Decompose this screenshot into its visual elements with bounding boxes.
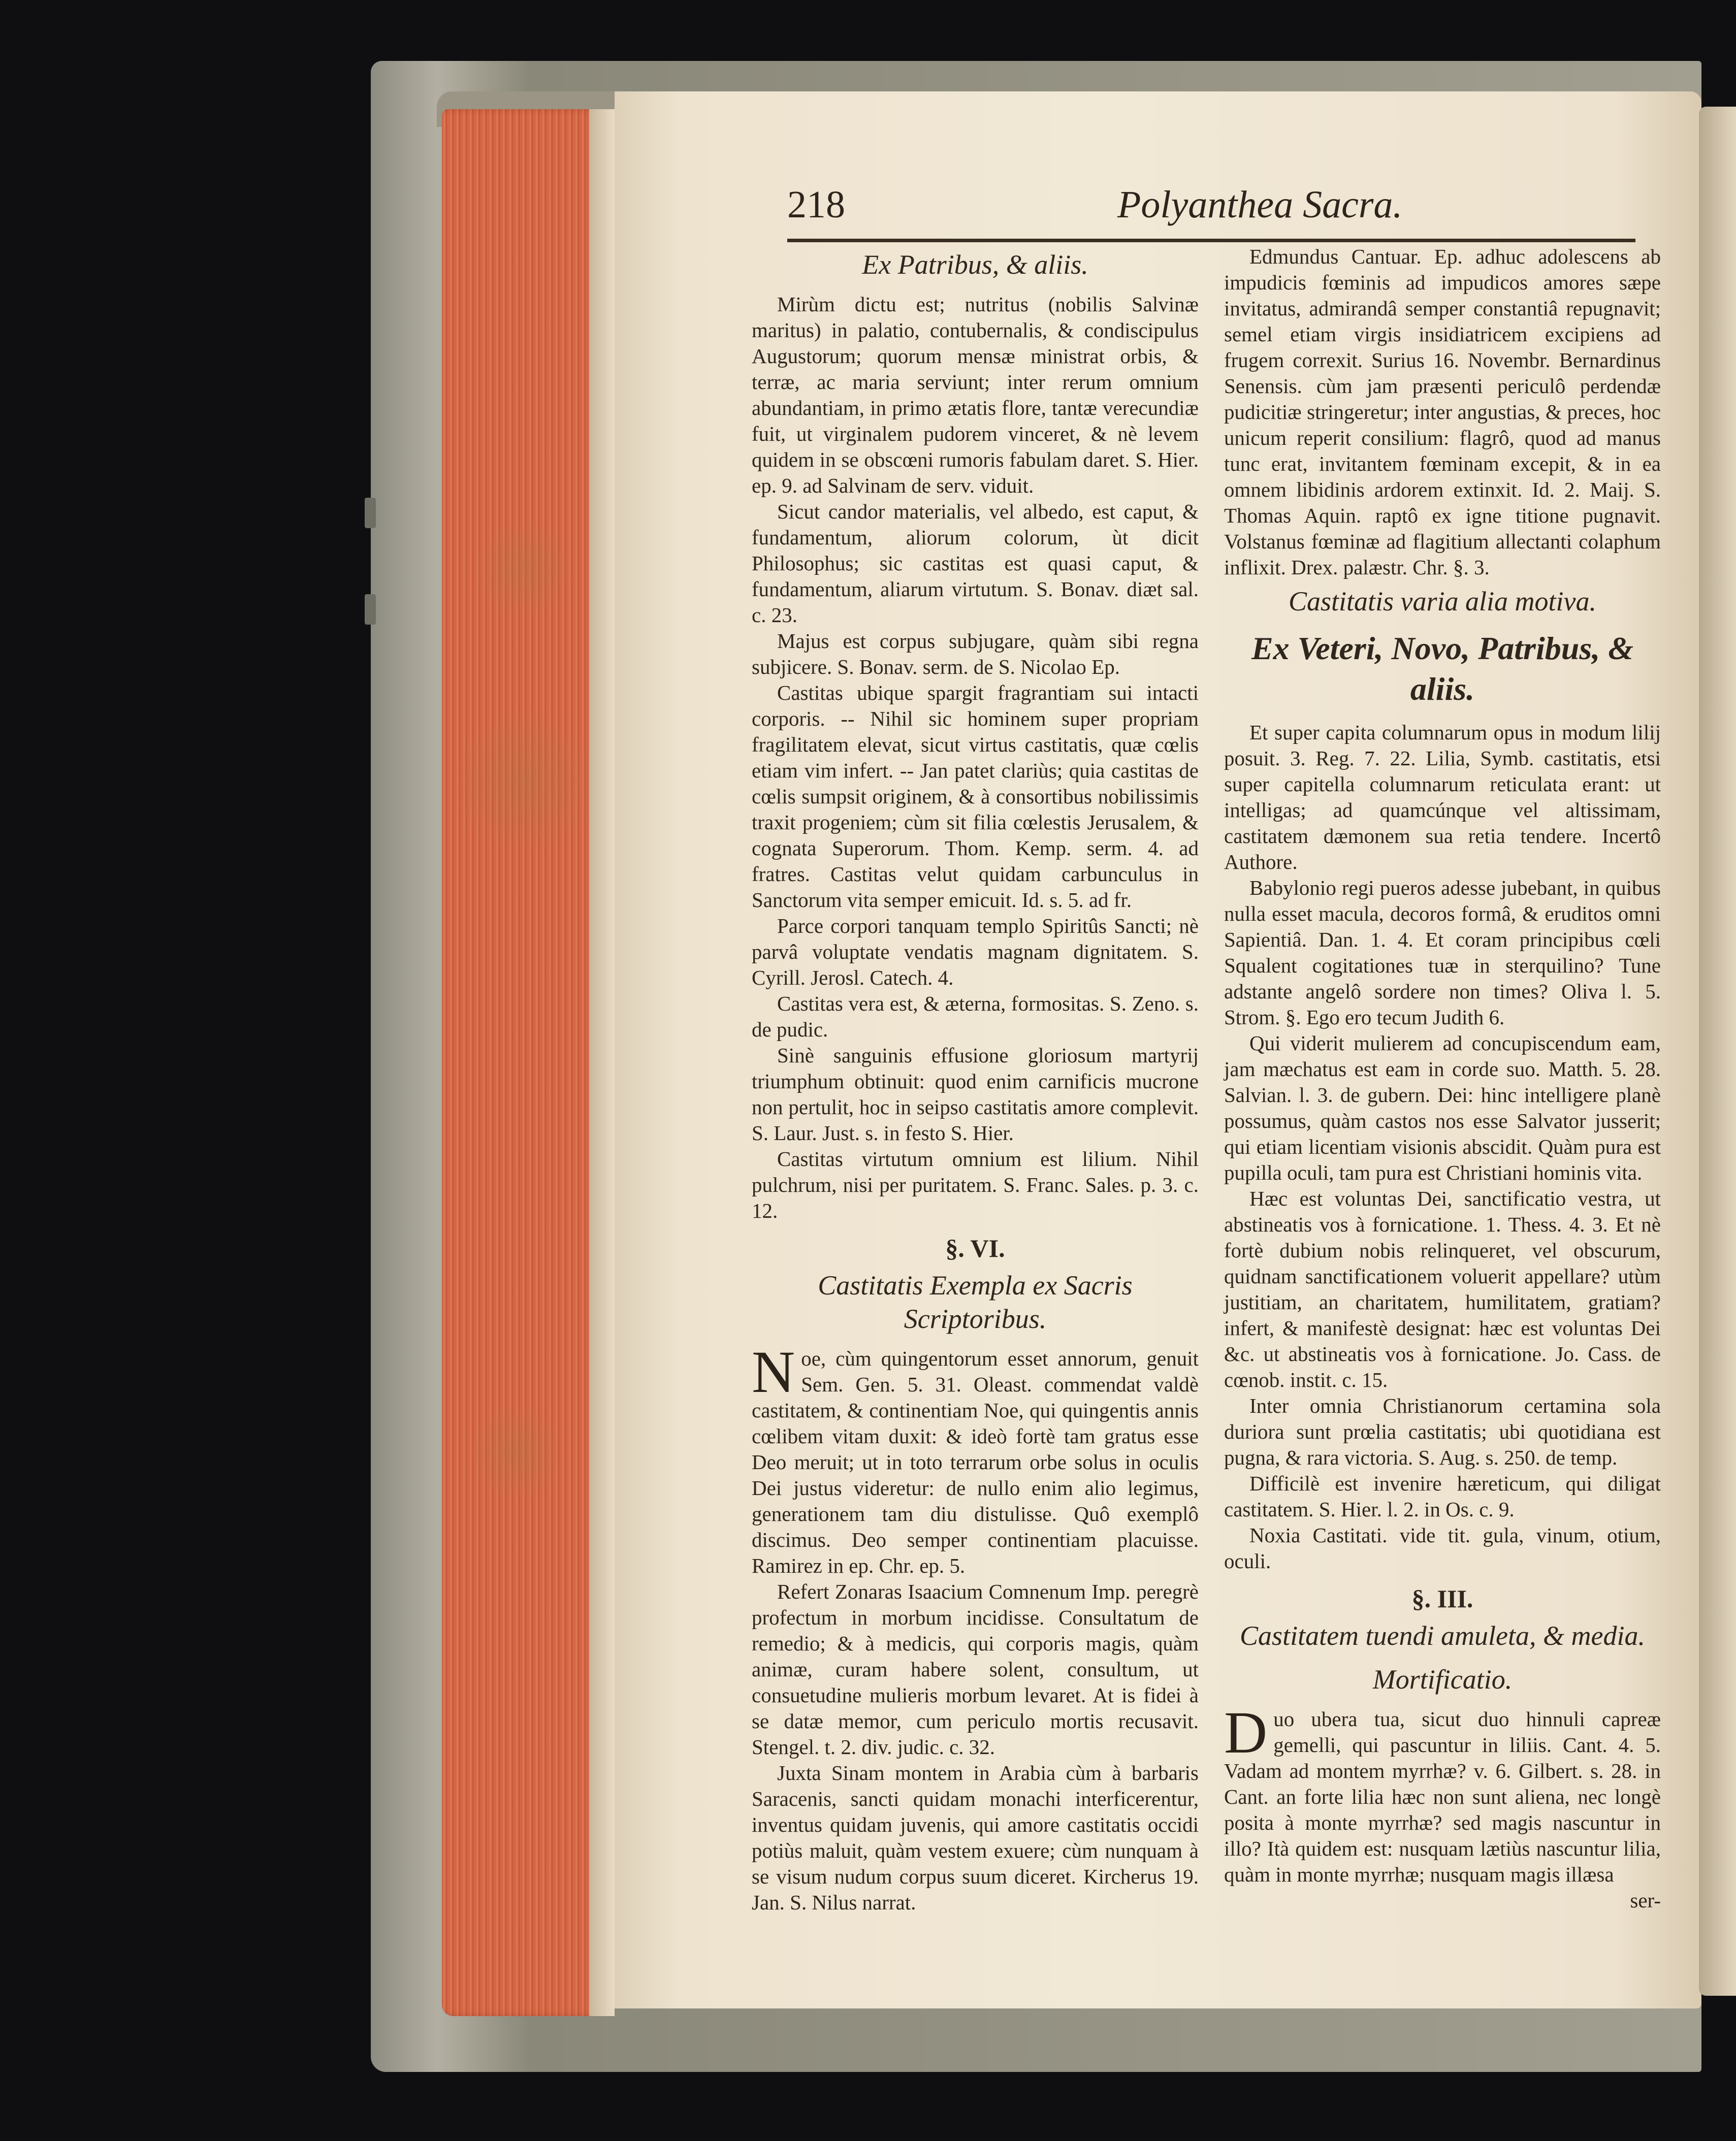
right-paragraph: Et super capita columnarum opus in modum lilij posuit. 3. Reg. 7. 22. Lilia, Symb. castitatis, etsi super capitella columnarum reticulata erant: ut intelligas; ad quamcúnque vel altissimam, castitatem dæmonem sua retia tendere. Incertô Authore. [1224, 721, 1661, 873]
left-paragraph: Castitas ubique spargit fragrantiam sui intacti corporis. -- Nihil sic hominem super propriam fragilitatem elevat, sicut virtus castitatis, quæ cœlis etiam vim infert. -- Jan patet clariùs; quia castitas de cœlis sumpsit originem, & à consortibus nobilissimis traxit progeniem; cùm sit filia cœlestis Jerusalem, & cognata Superorum. Thom. Kemp. serm. 4. ad fratres. Castitas velut quidam carbunculus in Sanctorum vita semper emicuit. Id. s. 5. ad fr. [752, 681, 1199, 912]
drop-cap: D [1224, 1699, 1268, 1766]
stain [472, 1397, 559, 1508]
right-paragraph: Difficilè est invenire hæreticum, qui diligat castitatem. S. Hier. l. 2. in Os. c. 9. [1224, 1472, 1661, 1521]
mortificatio-paragraph [1224, 1699, 1661, 1888]
exempla-paragraph: Refert Zonaras Isaacium Comnenum Imp. peregrè profectum in morbum incidisse. Consultatum de remedio; & à medicis, qui corporis magis, quàm animæ, curam habere solent, consultum, ut consuetudine mulieris morbum levaret. At is fidei à se datæ memor, cum periculo mortis recusavit. Stengel. t. 2. div. judic. c. 32. [752, 1580, 1199, 1759]
right-first-paragraph: Edmundus Cantuar. Ep. adhuc adolescens ab impudicis fœminis ad impudicos amores sæpe invitatus, admirandâ semper constantiâ repugnavit; semel etiam virgis insidiatricem excipiens ad frugem correxit. Surius 16. Novembr. Bernardinus Senensis. cùm jam præsenti periculô perdendæ pudicitiæ stringeretur; inter angustias, & preces, hoc unicum reperit consilium: flagrô, quod ad manus tunc erat, invitantem fœminam excepit, & in ea omnem libidinis ardorem extinxit. Id. 2. Maij. S. Thomas Aquin. raptô ex igne titione pugnavit. Volstanus fœminæ ad flagitium allectanti colaphum inflixit. Drex. palæstr. Chr. §. 3. [1224, 245, 1661, 579]
exempla-first-text: oe, cùm quingentorum esset annorum, genuit Sem. Gen. 5. 31. Oleast. commendat valdè castitatem, & continentiam Noe, qui quingentis annis cœlibem vitam duxit: & ideò fortè tam gratus esse Deo meruit; ut in toto terrarum orbe solus in oculis Dei justus videretur: de nullo enim alio legimus, generationem tam diu distulisse. Quô exemplô discimus. Deo semper continentiam placuisse. Ramirez in ep. Chr. ep. 5. [752, 1347, 1199, 1577]
mortificatio-text: uo ubera tua, sicut duo hinnuli capreæ gemelli, qui pascuntur in liliis. Cant. 4. 5. Vadam ad montem myrrhæ? v. 6. Gilbert. s. 28. in Cant. an forte lilia hæc non sunt aliena, nec longè posita à monte myrrhæ? sed magis nascuntur in illo? Ità quidem est: nusquam lætiùs nascuntur lilia, quàm in monte myrrhæ; nusquam magis illæsa [1224, 1707, 1661, 1886]
right-paragraph: Babylonio regi pueros adesse jubebant, in quibus nulla esset macula, decoros formâ, & eruditos omni Sapientiâ. Dan. 1. 4. Et coram principibus cœli Squalent cogitationes tuæ in sterquilino? Tune adstante angelô sordere non times? Oliva l. 5. Strom. §. Ego ero tecum Judith 6. [1224, 876, 1661, 1029]
page-number: 218 [787, 183, 845, 226]
left-paragraph: Sicut candor materialis, vel albedo, est caput, & fundamentum, aliorum colorum, ùt dicit Philosophus; sic castitas est quasi caput, & fundamentum, aliarum virtutum. S. Bonav. diæt sal. c. 23. [752, 500, 1199, 627]
left-paragraph: Castitas vera est, & æterna, formositas. S. Zeno. s. de pudic. [752, 992, 1199, 1041]
section-mark-iii: §. III. [1411, 1584, 1473, 1613]
heading-sources: Ex Veteri, Novo, Patribus, & aliis. [1251, 630, 1634, 707]
right-paragraph: Qui viderit mulierem ad concupiscendum eam, jam mæchatus est eam in corde suo. Matth. 5. 28. Salvian. l. 3. de gubern. Dei: hinc intelligere planè possumus, quàm castos nos esse Salvator jusserit; qui etiam licentiam visionis abscidit. Quàm pura est pupilla oculi, tam pura est Christiani hominis vita. [1224, 1031, 1661, 1184]
stain [457, 701, 589, 863]
subheading-mortificatio: Mortificatio. [1372, 1664, 1513, 1695]
right-paragraph: Hæc est voluntas Dei, sanctificatio vestra, ut abstineatis vos à fornicatione. 1. Thess. 4. 3. Et nè fortè dubium nobis relinqueret, vel obscurum, quidnam sanctificationem voluerit appellare? utùm justitiam, an charitatem, humilitatem, gratiam? infert, & manifestè designat: hæc est voluntas Dei &c. ut abstineatis vos à fornicatione. Jo. Cass. de cœnob. instit. c. 15. [1224, 1187, 1661, 1391]
heading-motiva: Castitatis varia alia motiva. [1288, 586, 1597, 617]
left-paragraph: Majus est corpus subjugare, quàm sibi regna subjicere. S. Bonav. serm. de S. Nicolao Ep. [752, 629, 1199, 678]
right-column [1224, 244, 1661, 1913]
running-title: Polyanthea Sacra. [1117, 183, 1403, 226]
exempla-paragraph: Juxta Sinam montem in Arabia cùm à barbaris Saracenis, sancti quidam monachi interficerentur, inventus quidam juvenis, qui amore castitatis occidi potiùs maluit, quàm vestem exuere; cùm nunquam à se visum nudum corpus suum diceret. Kircherus 19. Jan. S. Nilus narrat. [752, 1761, 1199, 1914]
right-paragraph: Inter omnia Christianorum certamina sola duriora sunt prœlia castitatis; ubi quotidiana est pugna, & rara victoria. S. Aug. s. 250. de temp. [1224, 1394, 1661, 1469]
section-heading-exempla: Castitatis Exempla ex Sacris Scriptoribus. [818, 1270, 1133, 1334]
left-heading: Ex Patribus, & aliis. [862, 249, 1088, 280]
left-column [752, 244, 1199, 1916]
left-paragraph: Mirùm dictu est; nutritus (nobilis Salvinæ maritus) in palatio, contubernalis, & condiscipulus Augustorum; quorum mensæ ministrat orbis, & terræ, ac maria serviunt; inter rerum omnium abundantiam, in primo ætatis flore, tantæ verecundiæ fuit, ut virginalem pudorem vinceret, & nè levem quidem in se obscœni rumoris fabulam daret. S. Hier. ep. 9. ad Salvinam de serv. viduit. [752, 293, 1199, 497]
section-mark-vi: §. VI. [945, 1234, 1005, 1262]
stain [472, 518, 574, 620]
clasp-hinge [365, 498, 376, 528]
facing-page-edge [1699, 107, 1736, 1996]
catchword: ser- [1630, 1889, 1661, 1912]
right-paragraph: Noxia Castitati. vide tit. gula, vinum, otium, oculi. [1224, 1523, 1661, 1573]
page-gutter [589, 109, 615, 2016]
left-paragraph: Sinè sanguinis effusione gloriosum martyrij triumphum obtinuit: quod enim carnificis mucrone non pertulit, hoc in seipso castitatis amore complevit. S. Laur. Just. s. in festo S. Hier. [752, 1044, 1199, 1145]
left-paragraph: Castitas virtutum omnium est lilium. Nihil pulchrum, nisi per puritatem. S. Franc. Sales. p. 3. c. 12. [752, 1147, 1199, 1222]
drop-cap: N [752, 1339, 795, 1405]
left-paragraph: Parce corpori tanquam templo Spiritûs Sancti; nè parvâ voluptate vendatis magnam dignitatem. S. Cyrill. Jerosl. Catech. 4. [752, 914, 1199, 989]
exempla-first-paragraph [752, 1339, 1199, 1579]
red-page-edges [442, 109, 604, 2016]
section-heading-amuleta: Castitatem tuendi amuleta, & media. [1240, 1620, 1645, 1651]
clasp-hinge [365, 594, 376, 625]
